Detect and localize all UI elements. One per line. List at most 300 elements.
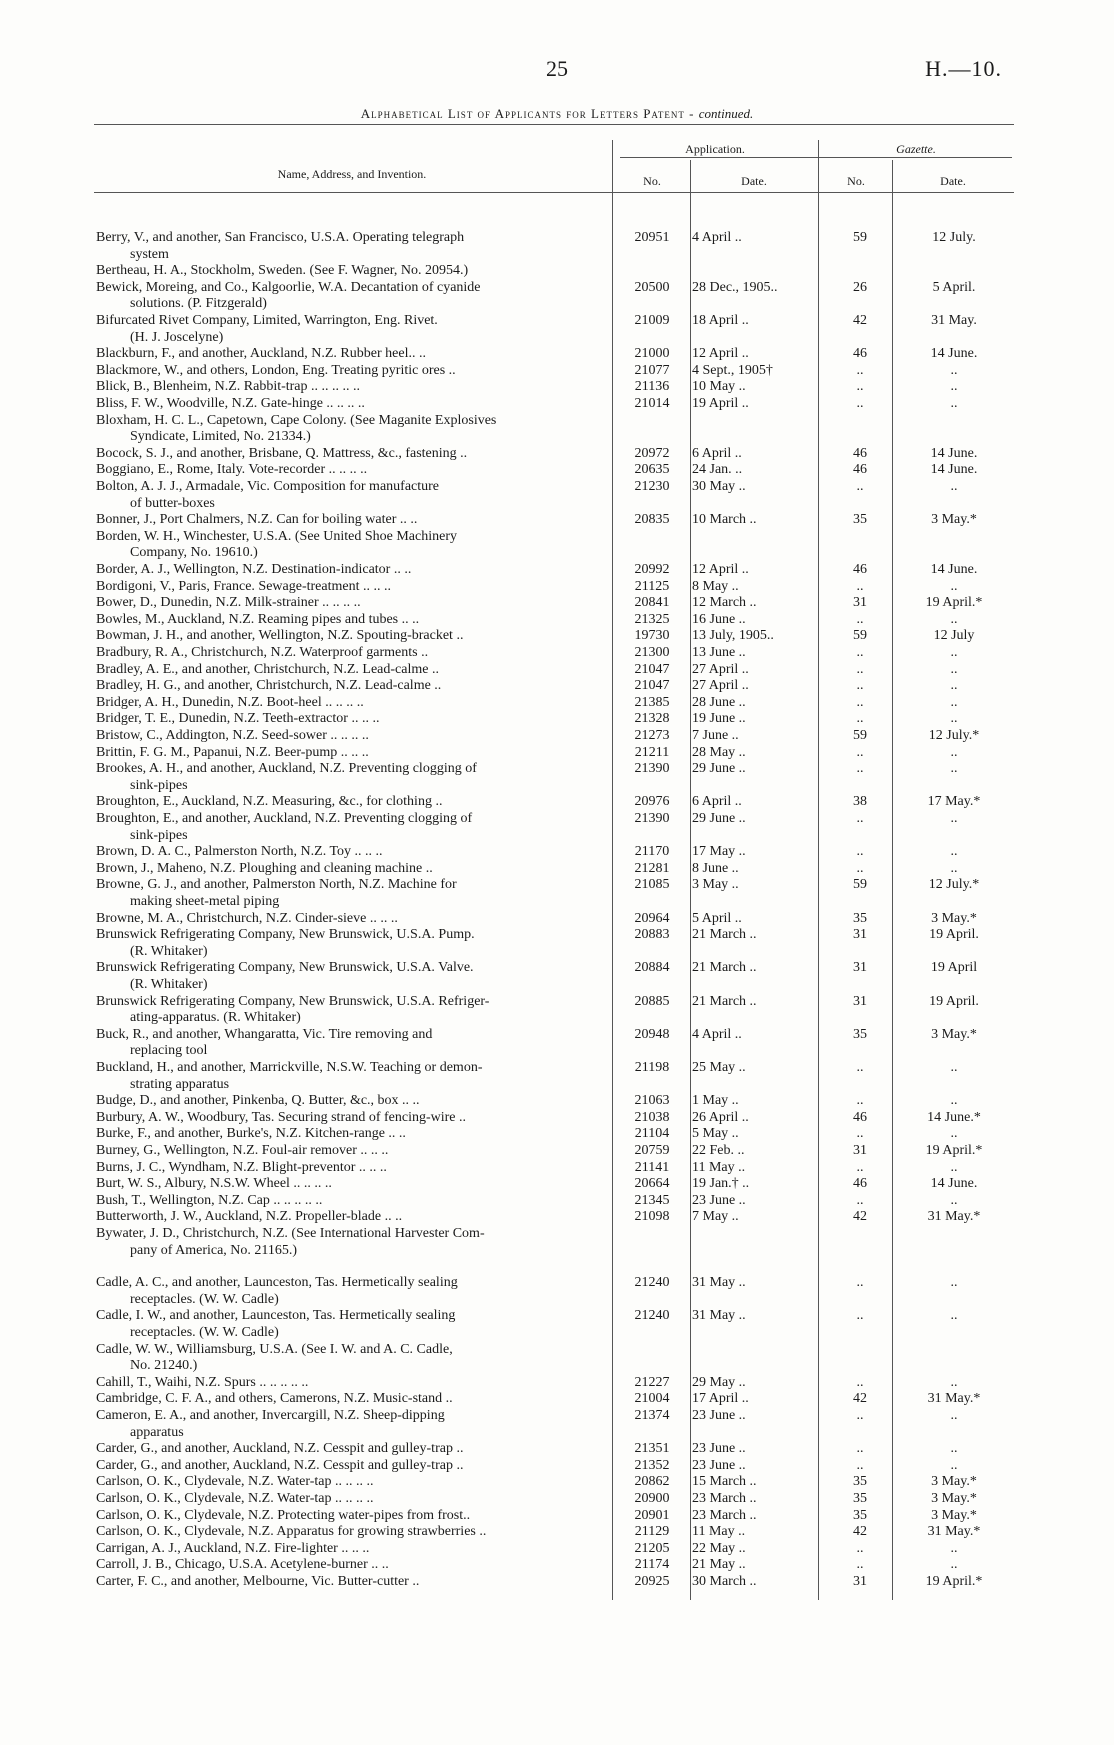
- applicant-entry: [96, 1458, 602, 1475]
- gazette-date: ..: [950, 1557, 958, 1573]
- gazette-date: ..: [950, 611, 958, 627]
- gazette-number: ..: [856, 1441, 864, 1457]
- applicant-text: Cadle, W. W., Williamsburg, U.S.A. (See I. W. and A. C. Cadle,: [96, 1341, 453, 1357]
- application-date: 23 June ..: [692, 1441, 746, 1457]
- gazette-number: ..: [856, 1457, 864, 1473]
- application-date: 12 April ..: [692, 562, 749, 577]
- applicant-entry: [96, 1441, 602, 1458]
- applicant-text-continued: replacing tool: [130, 1043, 208, 1059]
- gazette-number: ..: [856, 844, 864, 860]
- application-date: 25 May ..: [692, 1060, 746, 1075]
- applicant-entry: [96, 728, 602, 745]
- applicant-entry: [96, 1060, 602, 1093]
- application-date: 17 April ..: [692, 1391, 749, 1407]
- applicant-text: Bowman, J. H., and another, Wellington, N.Z. Spouting-bracket ..: [96, 628, 464, 644]
- applicant-entry: [96, 877, 602, 910]
- applicant-entry: [96, 1143, 602, 1160]
- gazette-number: ..: [856, 1540, 864, 1556]
- applicant-text: Bristow, C., Addington, N.Z. Seed-sower .. .. .. ..: [96, 728, 369, 743]
- applicant-text: Brookes, A. H., and another, Auckland, N.Z. Preventing clogging of: [96, 761, 477, 777]
- gazette-number: ..: [856, 1060, 864, 1075]
- application-number: 21198: [634, 1060, 670, 1075]
- applicant-entry: [96, 1110, 602, 1127]
- applicant-text: Cameron, E. A., and another, Invercargill, N.Z. Sheep-dipping: [96, 1408, 445, 1423]
- gazette-number: ..: [856, 1275, 864, 1291]
- application-number: 21000: [634, 346, 670, 362]
- header-sub-rule: [620, 157, 1012, 158]
- applicant-entry: [96, 1375, 602, 1392]
- applicant-text: Bocock, S. J., and another, Brisbane, Q. Mattress, &c., fastening ..: [96, 445, 468, 461]
- applicant-text: Carrigan, A. J., Auckland, N.Z. Fire-lighter .. .. ..: [96, 1540, 370, 1556]
- applicant-text-continued: strating apparatus: [130, 1076, 230, 1092]
- applicant-entry: [96, 263, 602, 280]
- applicant-text: Brunswick Refrigerating Company, New Brunswick, U.S.A. Refriger-: [96, 993, 490, 1009]
- gazette-number: ..: [856, 694, 864, 710]
- applicant-entry: [96, 1209, 602, 1226]
- application-number: 21077: [634, 362, 670, 378]
- application-number: 21325: [634, 611, 670, 627]
- applicant-text-continued: of butter-boxes: [130, 495, 215, 511]
- applicant-text: Carlson, O. K., Clydevale, N.Z. Protecting water-pipes from frost..: [96, 1507, 471, 1523]
- applicant-text-continued: sink-pipes: [130, 777, 188, 793]
- gazette-number: ..: [856, 1374, 864, 1390]
- applicant-entry: [96, 1491, 602, 1508]
- applicant-entry: [96, 628, 602, 645]
- applicant-text: Bradbury, R. A., Christchurch, N.Z. Waterproof garments ..: [96, 645, 429, 660]
- gazette-number: 35: [853, 910, 867, 926]
- application-date: 16 June ..: [692, 611, 746, 627]
- gazette-number: 59: [853, 728, 867, 743]
- applicant-text: Cadle, A. C., and another, Launceston, Tas. Hermetically sealing: [96, 1275, 458, 1291]
- application-number: 21390: [634, 811, 670, 826]
- applicant-text: Bolton, A. J. J., Armadale, Vic. Composition for manufacture: [96, 479, 440, 494]
- header-top-rule: [94, 124, 1014, 125]
- application-date: 23 June ..: [692, 1192, 746, 1208]
- application-number: 21352: [634, 1457, 670, 1473]
- application-date: 29 June ..: [692, 761, 746, 777]
- application-number: 21227: [634, 1374, 670, 1390]
- application-date: 13 July, 1905..: [692, 628, 774, 644]
- gazette-date: ..: [950, 1060, 958, 1075]
- applicant-text: Bifurcated Rivet Company, Limited, Warrington, Eng. Rivet.: [96, 313, 438, 328]
- applicant-text: Bowles, M., Auckland, N.Z. Reaming pipes and tubes .. ..: [96, 611, 420, 627]
- application-number: 20900: [634, 1491, 670, 1506]
- application-date: 23 June ..: [692, 1408, 746, 1423]
- applicant-text: Burney, G., Wellington, N.Z. Foul-air remover .. .. ..: [96, 1143, 389, 1158]
- application-number: 21170: [634, 844, 670, 860]
- applicant-text: Cahill, T., Waihi, N.Z. Spurs .. .. .. .. ..: [96, 1374, 309, 1390]
- applicant-text: Burt, W. S., Albury, N.S.W. Wheel .. .. .. ..: [96, 1176, 332, 1192]
- gazette-number: 31: [853, 927, 867, 943]
- application-number: 21063: [634, 1093, 670, 1109]
- applicant-entry: [96, 396, 602, 413]
- gazette-date: 31 May.*: [927, 1209, 981, 1225]
- application-number: 21004: [634, 1391, 670, 1407]
- gazette-number: ..: [856, 578, 864, 594]
- application-number: 21273: [634, 728, 670, 743]
- applicant-entry: [96, 811, 602, 844]
- application-number: 21038: [634, 1109, 670, 1125]
- application-date: 17 May ..: [692, 844, 746, 860]
- application-date: 31 May ..: [692, 1308, 746, 1324]
- application-date: 21 March ..: [692, 993, 757, 1009]
- applicant-text-continued: making sheet-metal piping: [130, 893, 280, 909]
- applicant-text: Broughton, E., and another, Auckland, N.Z. Preventing clogging of: [96, 811, 473, 826]
- applicant-text: Berry, V., and another, San Francisco, U.S.A. Operating telegraph: [96, 230, 465, 245]
- application-number: 20925: [634, 1574, 670, 1589]
- applicant-text: Bordigoni, V., Paris, France. Sewage-treatment .. .. ..: [96, 578, 391, 594]
- gazette-date: 14 June.: [930, 346, 978, 362]
- gazette-date: 5 April.: [932, 279, 976, 295]
- applicant-entry: [96, 1574, 602, 1591]
- application-number: 21047: [634, 661, 670, 677]
- document-code: H.—10.: [925, 56, 1002, 81]
- application-date: 28 June ..: [692, 694, 746, 710]
- gazette-date: ..: [950, 1192, 958, 1208]
- page-number: 25: [546, 56, 568, 81]
- applicant-entry: [96, 1557, 602, 1574]
- header-bottom-rule: [94, 192, 1014, 193]
- application-date: 21 March ..: [692, 960, 757, 976]
- applicant-entry: [96, 794, 602, 811]
- applicant-text: Brunswick Refrigerating Company, New Brunswick, U.S.A. Pump.: [96, 927, 475, 943]
- header-name: Name, Address, and Invention.: [277, 167, 427, 181]
- gazette-date: 19 April.: [929, 993, 979, 1009]
- applicant-text: Carder, G., and another, Auckland, N.Z. Cesspit and gulley-trap ..: [96, 1441, 464, 1457]
- gazette-date: ..: [950, 379, 958, 395]
- application-date: 19 June ..: [692, 711, 746, 727]
- application-number: 20972: [634, 445, 670, 461]
- header-app-no: No.: [643, 174, 661, 188]
- applicant-text: Carlson, O. K., Clydevale, N.Z. Apparatus for growing strawberries ..: [96, 1524, 487, 1540]
- applicant-entry: [96, 695, 602, 712]
- application-number: 21390: [634, 761, 670, 777]
- application-date: 12 April ..: [692, 346, 749, 362]
- application-number: 20964: [634, 910, 670, 926]
- gazette-number: ..: [856, 761, 864, 777]
- gazette-date: ..: [950, 860, 958, 876]
- gazette-date: ..: [950, 1275, 958, 1291]
- gazette-number: 46: [853, 1109, 867, 1125]
- gazette-date: 3 May.*: [931, 1474, 977, 1490]
- header-app-date: Date.: [741, 174, 767, 188]
- gazette-date: ..: [950, 1126, 958, 1142]
- applicant-entry: [96, 761, 602, 794]
- application-number: 21205: [634, 1540, 670, 1556]
- application-number: 21136: [634, 379, 670, 395]
- caption-main: Alphabetical List of Applicants for Letters Patent -: [360, 106, 695, 121]
- application-number: 21281: [634, 860, 670, 876]
- gazette-date: ..: [950, 1408, 958, 1423]
- gazette-date: ..: [950, 1093, 958, 1109]
- applicant-text: Budge, D., and another, Pinkenba, Q. Butter, &c., box .. ..: [96, 1093, 420, 1109]
- application-date: 4 April ..: [692, 230, 742, 245]
- application-number: 21174: [634, 1557, 670, 1573]
- gazette-number: 35: [853, 1474, 867, 1490]
- applicant-text: Bewick, Moreing, and Co., Kalgoorlie, W.A. Decantation of cyanide: [96, 279, 481, 295]
- application-date: 7 May ..: [692, 1209, 739, 1225]
- applicant-text-continued: solutions. (P. Fitzgerald): [130, 296, 267, 312]
- gazette-number: 35: [853, 512, 867, 528]
- applicant-text: Carlson, O. K., Clydevale, N.Z. Water-tap .. .. .. ..: [96, 1474, 374, 1490]
- gazette-date: 19 April.*: [925, 595, 983, 611]
- applicant-text: Blick, B., Blenheim, N.Z. Rabbit-trap .. .. .. .. ..: [96, 379, 361, 395]
- header-application: Application.: [685, 142, 745, 156]
- application-date: 12 March ..: [692, 595, 757, 611]
- gazette-date: ..: [950, 479, 958, 494]
- gazette-number: ..: [856, 678, 864, 694]
- applicant-text: Brown, D. A. C., Palmerston North, N.Z. Toy .. .. ..: [96, 844, 383, 860]
- applicant-entry: [96, 745, 602, 762]
- applicant-entry: [96, 927, 602, 960]
- gazette-number: 31: [853, 1143, 867, 1158]
- applicant-text-continued: Syndicate, Limited, No. 21334.): [130, 429, 311, 445]
- applicant-text: Burns, J. C., Wyndham, N.Z. Blight-preventor .. .. ..: [96, 1159, 387, 1175]
- applicant-entry: [96, 960, 602, 993]
- gazette-date: ..: [950, 1540, 958, 1556]
- application-date: 21 May ..: [692, 1557, 746, 1573]
- gazette-number: 42: [853, 313, 867, 328]
- gazette-date: 12 July.*: [928, 728, 980, 743]
- applicant-text-continued: system: [130, 246, 169, 262]
- applicant-entry: [96, 230, 602, 263]
- gazette-date: 12 July.: [932, 230, 976, 245]
- applicant-text-continued: receptacles. (W. W. Cadle): [130, 1291, 279, 1307]
- gazette-date: 14 June.: [930, 1176, 978, 1192]
- gazette-date: ..: [950, 678, 958, 694]
- gazette-number: 31: [853, 993, 867, 1009]
- applicant-text: Bridger, A. H., Dunedin, N.Z. Boot-heel .. .. .. ..: [96, 694, 364, 710]
- application-number: 21328: [634, 711, 670, 727]
- application-number: 20951: [634, 230, 670, 245]
- applicant-text-continued: (R. Whitaker): [130, 976, 208, 992]
- gazette-date: 3 May.*: [931, 1026, 977, 1042]
- applicant-entry: [96, 1193, 602, 1210]
- gazette-number: ..: [856, 744, 864, 760]
- application-date: 15 March ..: [692, 1474, 757, 1490]
- application-date: 27 April ..: [692, 661, 749, 677]
- gazette-number: 42: [853, 1209, 867, 1225]
- gazette-number: 46: [853, 462, 867, 478]
- gazette-date: 12 July: [933, 628, 975, 644]
- applicant-entry: [96, 280, 602, 313]
- applicant-entry: [96, 1408, 602, 1441]
- application-date: 22 May ..: [692, 1540, 746, 1556]
- application-date: 26 April ..: [692, 1109, 749, 1125]
- application-date: 30 May ..: [692, 479, 746, 494]
- application-number: 20841: [634, 595, 670, 611]
- application-number: 20884: [634, 960, 670, 976]
- gazette-date: ..: [950, 396, 958, 411]
- gazette-date: 14 June.: [930, 445, 978, 461]
- gazette-number: ..: [856, 1192, 864, 1208]
- applicant-entry: [96, 346, 602, 363]
- applicant-text: Buck, R., and another, Whangaratta, Vic. Tire removing and: [96, 1026, 433, 1042]
- application-number: 21141: [634, 1159, 670, 1175]
- application-number: 21240: [634, 1275, 670, 1291]
- header-gaz-no: No.: [847, 174, 865, 188]
- applicant-text-continued: No. 21240.): [130, 1358, 198, 1374]
- gazette-number: ..: [856, 711, 864, 727]
- application-number: 20901: [634, 1507, 670, 1523]
- application-date: 4 April ..: [692, 1026, 742, 1042]
- gazette-date: 19 April.: [929, 927, 979, 943]
- applicant-text-continued: apparatus: [130, 1424, 184, 1440]
- gazette-number: ..: [856, 661, 864, 677]
- application-date: 8 May ..: [692, 578, 739, 594]
- applicant-entry: [96, 1126, 602, 1143]
- applicant-text: Bridger, T. E., Dunedin, N.Z. Teeth-extractor .. .. ..: [96, 711, 380, 727]
- applicant-text-continued: (H. J. Joscelyne): [130, 329, 224, 345]
- application-date: 8 June ..: [692, 860, 739, 876]
- gazette-number: 31: [853, 595, 867, 611]
- application-date: 24 Jan. ..: [692, 462, 743, 478]
- gazette-date: ..: [950, 645, 958, 660]
- application-number: 20835: [634, 512, 670, 528]
- applicant-entry: [96, 446, 602, 463]
- gazette-date: 3 May.*: [931, 512, 977, 528]
- applicant-entry: [96, 1160, 602, 1177]
- gazette-date: 3 May.*: [931, 1507, 977, 1523]
- gazette-number: 31: [853, 1574, 867, 1589]
- application-number: 21345: [634, 1192, 670, 1208]
- applicant-text-continued: sink-pipes: [130, 827, 188, 843]
- gazette-number: 38: [853, 794, 867, 810]
- applicant-text: Butterworth, J. W., Auckland, N.Z. Propeller-blade .. ..: [96, 1209, 403, 1225]
- gazette-date: ..: [950, 1374, 958, 1390]
- applicant-text-continued: receptacles. (W. W. Cadle): [130, 1324, 279, 1340]
- application-date: 31 May ..: [692, 1275, 746, 1291]
- application-number: 21240: [634, 1308, 670, 1324]
- gazette-number: ..: [856, 1159, 864, 1175]
- applicant-text: Bloxham, H. C. L., Capetown, Cape Colony. (See Maganite Explosives: [96, 412, 497, 428]
- gazette-number: 46: [853, 1176, 867, 1192]
- application-number: 21129: [634, 1524, 670, 1540]
- applicant-text-continued: ating-apparatus. (R. Whitaker): [130, 1010, 301, 1026]
- gazette-number: ..: [856, 1308, 864, 1324]
- gazette-date: ..: [950, 578, 958, 594]
- gazette-number: ..: [856, 645, 864, 660]
- gazette-number: ..: [856, 811, 864, 826]
- applicant-text: Brown, J., Maheno, N.Z. Ploughing and cleaning machine ..: [96, 860, 433, 876]
- applicant-text: Borden, W. H., Winchester, U.S.A. (See United Shoe Machinery: [96, 528, 457, 544]
- applicant-text: Bliss, F. W., Woodville, N.Z. Gate-hinge .. .. .. ..: [96, 396, 365, 411]
- applicant-text: Bush, T., Wellington, N.Z. Cap .. .. .. .. ..: [96, 1192, 323, 1208]
- application-date: 23 March ..: [692, 1507, 757, 1523]
- applicant-text: Broughton, E., Auckland, N.Z. Measuring, &c., for clothing ..: [96, 794, 443, 810]
- gazette-number: 46: [853, 445, 867, 461]
- gazette-date: ..: [950, 711, 958, 727]
- applicant-entry: [96, 562, 602, 579]
- application-date: 21 March ..: [692, 927, 757, 943]
- application-number: 21385: [634, 694, 670, 710]
- gazette-number: 59: [853, 877, 867, 893]
- applicant-entry: [96, 662, 602, 679]
- application-date: 6 April ..: [692, 445, 742, 461]
- gazette-date: ..: [950, 844, 958, 860]
- applicant-text-continued: (R. Whitaker): [130, 943, 208, 959]
- application-date: 19 Jan.† ..: [692, 1176, 750, 1192]
- column-rule: [818, 140, 819, 1600]
- gazette-number: 42: [853, 1391, 867, 1407]
- gazette-number: 42: [853, 1524, 867, 1540]
- application-number: 21047: [634, 678, 670, 694]
- application-date: 3 May ..: [692, 877, 739, 893]
- applicant-entry: [96, 529, 602, 562]
- application-number: 20500: [634, 279, 670, 295]
- gazette-date: 31 May.: [931, 313, 977, 328]
- gazette-date: 31 May.*: [927, 1391, 981, 1407]
- applicant-text: Cambridge, C. F. A., and others, Camerons, N.Z. Music-stand ..: [96, 1391, 453, 1407]
- application-number: 21300: [634, 645, 670, 660]
- applicant-text: Border, A. J., Wellington, N.Z. Destination-indicator .. ..: [96, 562, 412, 577]
- application-date: 22 Feb. ..: [692, 1143, 745, 1158]
- application-date: 6 April ..: [692, 794, 742, 810]
- applicant-text: Carroll, J. B., Chicago, U.S.A. Acetylene-burner .. ..: [96, 1557, 389, 1573]
- gazette-number: 35: [853, 1026, 867, 1042]
- application-date: 30 March ..: [692, 1574, 757, 1589]
- gazette-number: ..: [856, 860, 864, 876]
- applicant-entry: [96, 462, 602, 479]
- application-date: 5 April ..: [692, 910, 742, 926]
- gazette-number: 31: [853, 960, 867, 976]
- applicant-entry: [96, 1541, 602, 1558]
- gazette-date: ..: [950, 1159, 958, 1175]
- applicant-text: Bertheau, H. A., Stockholm, Sweden. (See F. Wagner, No. 20954.): [96, 263, 469, 279]
- applicant-text: Carter, F. C., and another, Melbourne, Vic. Butter-cutter ..: [96, 1574, 420, 1589]
- table-caption: [0, 106, 1114, 122]
- application-number: 21230: [634, 479, 670, 494]
- application-number: 20948: [634, 1026, 670, 1042]
- gazette-date: ..: [950, 1441, 958, 1457]
- application-number: 21085: [634, 877, 670, 893]
- application-number: 20992: [634, 562, 670, 577]
- application-date: 18 April ..: [692, 313, 749, 328]
- gazette-number: ..: [856, 1557, 864, 1573]
- applicant-entry: [96, 379, 602, 396]
- gazette-number: 46: [853, 562, 867, 577]
- application-number: 20664: [634, 1176, 670, 1192]
- application-number: 20635: [634, 462, 670, 478]
- gazette-date: 19 April: [930, 960, 978, 976]
- application-date: 4 Sept., 1905†: [692, 362, 773, 378]
- application-number: 21125: [634, 578, 670, 594]
- applicant-entry: [96, 645, 602, 662]
- applicant-entry: [96, 711, 602, 728]
- applicant-entry: [96, 512, 602, 529]
- applicant-text: Blackburn, F., and another, Auckland, N.Z. Rubber heel.. ..: [96, 346, 426, 362]
- applicant-entry: [96, 1508, 602, 1525]
- applicant-text: Carlson, O. K., Clydevale, N.Z. Water-tap .. .. .. ..: [96, 1491, 374, 1506]
- application-date: 29 June ..: [692, 811, 746, 826]
- applicant-entry: [96, 1226, 602, 1259]
- application-number: 21098: [634, 1209, 670, 1225]
- gazette-date: ..: [950, 661, 958, 677]
- gazette-number: 26: [853, 279, 867, 295]
- application-number: 20885: [634, 993, 670, 1009]
- applicant-entry: [96, 1524, 602, 1541]
- applicant-text: Cadle, I. W., and another, Launceston, Tas. Hermetically sealing: [96, 1308, 456, 1324]
- application-date: 23 March ..: [692, 1491, 757, 1506]
- application-number: 21014: [634, 396, 670, 411]
- column-rule: [690, 160, 691, 1600]
- gazette-number: ..: [856, 396, 864, 411]
- gazette-date: 14 June.: [930, 562, 978, 577]
- gazette-number: 59: [853, 230, 867, 245]
- applicant-text: Browne, G. J., and another, Palmerston North, N.Z. Machine for: [96, 877, 457, 893]
- gazette-number: ..: [856, 479, 864, 494]
- applicant-entry: [96, 413, 602, 446]
